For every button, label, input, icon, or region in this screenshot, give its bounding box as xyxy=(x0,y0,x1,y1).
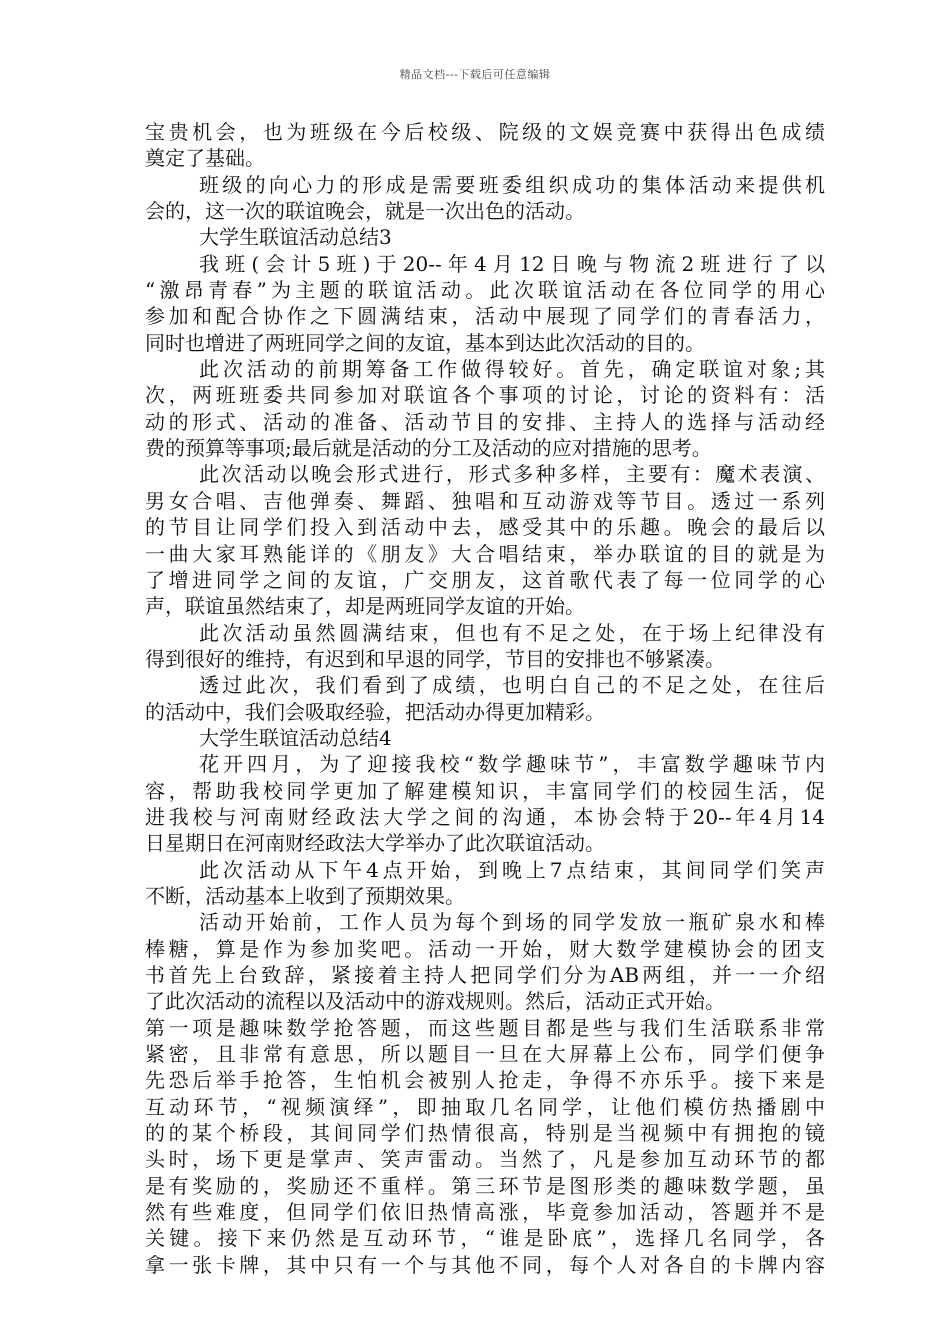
text-line: 日星期日在河南财经政法大学举办了此次联谊活动。 xyxy=(145,831,605,856)
text-line: 班级的向心力的形成是需要班委组织成功的集体活动来提供机 xyxy=(199,172,825,197)
text-line: 男女合唱、吉他弹奏、舞蹈、独唱和互动游戏等节目。透过一系列 xyxy=(145,488,825,513)
text-line: 紧密，且非常有意思，所以题目一旦在大屏幕上公布，同学们便争 xyxy=(145,1042,825,1067)
text-line: 透过此次，我们看到了成绩，也明白自己的不足之处，在往后 xyxy=(199,673,825,698)
text-line: 动的形式、活动的准备、活动节目的安排、主持人的选择与活动经 xyxy=(145,409,825,434)
text-line: 奠定了基础。 xyxy=(145,146,265,171)
text-line: 的节目让同学们投入到活动中去，感受其中的乐趣。晚会的最后以 xyxy=(145,515,825,540)
text-line: 先恐后举手抢答，生怕机会被别人抢走，争得不亦乐乎。接下来是 xyxy=(145,1068,825,1093)
text-line: 不断，活动基本上收到了预期效果。 xyxy=(145,883,465,908)
text-line: 第一项是趣味数学抢答题，而这些题目都是些与我们生活联系非常 xyxy=(145,1015,825,1040)
text-line: 花开四月，为了迎接我校“数学趣味节”，丰富数学趣味节内 xyxy=(199,752,825,777)
text-line: 我班(会计5班)于20--年4月12日晚与物流2班进行了以 xyxy=(199,251,825,276)
text-line: 费的预算等事项;最后就是活动的分工及活动的应对措施的思考。 xyxy=(145,436,712,461)
text-line: 头时，场下更是掌声、笑声雷动。当然了，凡是参加互动环节的都 xyxy=(145,1147,825,1172)
text-line: 此次活动虽然圆满结束，但也有不足之处，在于场上纪律没有 xyxy=(199,620,825,645)
text-line: 宝贵机会，也为班级在今后校级、院级的文娱竞赛中获得出色成绩 xyxy=(145,120,825,144)
text-line: 次，两班班委共同参加对联谊各个事项的讨论，讨论的资料有：活 xyxy=(145,383,825,408)
section-heading: 大学生联谊活动总结4 xyxy=(199,725,392,750)
text-line: 声，联谊虽然结束了，却是两班同学友谊的开始。 xyxy=(145,594,585,619)
text-line: 活动开始前，工作人员为每个到场的同学发放一瓶矿泉水和棒 xyxy=(199,910,825,935)
text-line: 进我校与河南财经政法大学之间的沟通，本协会特于20--年4月14 xyxy=(145,804,825,829)
text-line: 拿一张卡牌，其中只有一个与其他不同，每个人对各自的卡牌内容 xyxy=(145,1252,825,1277)
text-line: 了增进同学之间的友谊，广交朋友，这首歌代表了每一位同学的心 xyxy=(145,567,825,592)
text-line: 棒糖，算是作为参加奖吧。活动一开始，财大数学建模协会的团支 xyxy=(145,936,825,961)
text-line: 互动环节，“视频演绎”，即抽取几名同学，让他们模仿热播剧中 xyxy=(145,1094,825,1119)
text-line: 此次活动从下午4点开始，到晚上7点结束，其间同学们笑声 xyxy=(199,857,825,882)
section-heading: 大学生联谊活动总结3 xyxy=(199,225,392,250)
text-line: 关键。接下来仍然是互动环节，“谁是卧底”，选择几名同学，各 xyxy=(145,1226,825,1251)
text-line: 容，帮助我校同学更加了解建模知识，丰富同学们的校园生活，促 xyxy=(145,778,825,803)
text-line: 的的某个桥段，其间同学们热情很高，特别是当视频中有拥抱的镜 xyxy=(145,1121,825,1146)
text-line: 得到很好的维持，有迟到和早退的同学，节目的安排也不够紧凑。 xyxy=(145,646,725,671)
text-line: 同时也增进了两班同学之间的友谊，基本到达此次活动的目的。 xyxy=(145,330,705,355)
text-line: 然有些难度，但同学们依旧热情高涨，毕竟参加活动，答题并不是 xyxy=(145,1200,825,1225)
document-body xyxy=(145,119,825,1278)
text-line: 的活动中，我们会吸取经验，把活动办得更加精彩。 xyxy=(145,699,605,724)
page-header: 精品文档---下载后可任意编辑 xyxy=(399,68,551,81)
text-line: 此次活动的前期筹备工作做得较好。首先，确定联谊对象;其 xyxy=(199,357,825,382)
text-line: 参加和配合协作之下圆满结束，活动中展现了同学们的青春活力， xyxy=(145,304,825,329)
text-line: 是有奖励的，奖励还不重样。第三环节是图形类的趣味数学题，虽 xyxy=(145,1173,825,1198)
text-line: 此次活动以晚会形式进行，形式多种多样，主要有：魔术表演、 xyxy=(199,462,825,487)
text-line: 了此次活动的流程以及活动中的游戏规则。然后，活动正式开始。 xyxy=(145,989,725,1014)
text-line: “激昂青春”为主题的联谊活动。此次联谊活动在各位同学的用心 xyxy=(145,278,825,303)
text-line: 书首先上台致辞，紧接着主持人把同学们分为AB两组，并一一介绍 xyxy=(145,963,825,987)
text-line: 一曲大家耳熟能详的《朋友》大合唱结束，举办联谊的目的就是为 xyxy=(145,541,825,566)
text-line: 会的，这一次的联谊晚会，就是一次出色的活动。 xyxy=(145,199,585,224)
